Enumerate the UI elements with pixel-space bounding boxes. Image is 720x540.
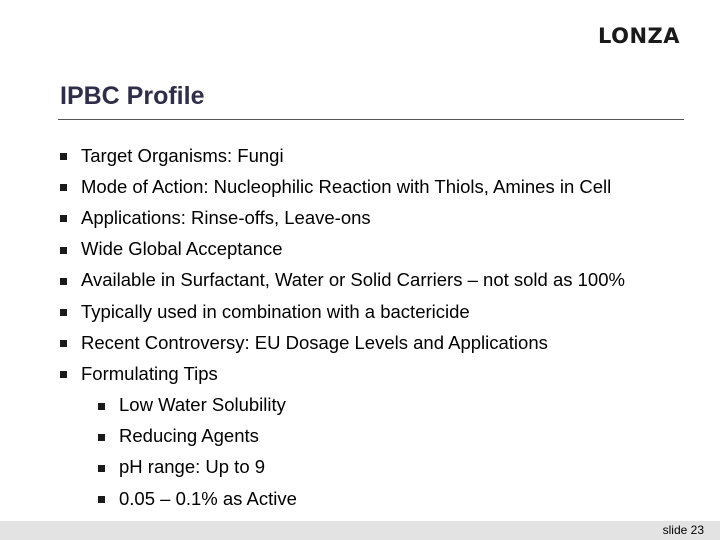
bullet-text: Wide Global Acceptance bbox=[81, 238, 283, 260]
square-bullet-icon bbox=[98, 465, 105, 472]
footer-bar bbox=[0, 521, 720, 540]
square-bullet-icon bbox=[98, 496, 105, 503]
sub-bullet-item bbox=[60, 421, 700, 452]
square-bullet-icon bbox=[60, 278, 67, 285]
bullet-item bbox=[60, 234, 700, 265]
sub-bullet-item bbox=[60, 390, 700, 421]
bullet-item bbox=[60, 140, 700, 171]
square-bullet-icon bbox=[60, 247, 67, 254]
bullet-item bbox=[60, 327, 700, 358]
square-bullet-icon bbox=[60, 153, 67, 160]
bullet-text: Recent Controversy: EU Dosage Levels and Applications bbox=[81, 331, 548, 353]
bullet-text: Mode of Action: Nucleophilic Reaction with Thiols, Amines in Cell bbox=[81, 175, 612, 197]
square-bullet-icon bbox=[60, 309, 67, 316]
bullet-text: Typically used in combination with a bactericide bbox=[81, 300, 470, 322]
square-bullet-icon bbox=[60, 215, 67, 222]
bullet-item bbox=[60, 296, 700, 327]
slide-number: slide 23 bbox=[662, 523, 704, 537]
bullet-text: Target Organisms: Fungi bbox=[81, 144, 284, 166]
square-bullet-icon bbox=[98, 403, 105, 410]
sub-bullet-text: Reducing Agents bbox=[119, 425, 259, 447]
bullet-text: Formulating Tips bbox=[81, 362, 218, 384]
square-bullet-icon bbox=[60, 371, 67, 378]
lonza-logo: LONZA bbox=[598, 24, 681, 48]
bullet-item bbox=[60, 358, 700, 389]
square-bullet-icon bbox=[60, 184, 67, 191]
slide-title: IPBC Profile bbox=[60, 82, 205, 110]
bullet-item bbox=[60, 171, 700, 202]
square-bullet-icon bbox=[98, 434, 105, 441]
square-bullet-icon bbox=[60, 340, 67, 347]
sub-bullet-text: Low Water Solubility bbox=[119, 394, 286, 416]
sub-bullet-text: 0.05 – 0.1% as Active bbox=[119, 487, 297, 509]
bullet-list bbox=[60, 140, 700, 514]
bullet-item bbox=[60, 265, 700, 296]
sub-bullet-item bbox=[60, 483, 700, 514]
bullet-item bbox=[60, 202, 700, 233]
bullet-text: Available in Surfactant, Water or Solid Carriers – not sold as 100% bbox=[81, 269, 625, 291]
bullet-text: Applications: Rinse-offs, Leave-ons bbox=[81, 206, 371, 228]
title-divider bbox=[58, 119, 684, 120]
sub-bullet-text: pH range: Up to 9 bbox=[119, 456, 266, 478]
sub-bullet-item bbox=[60, 452, 700, 483]
